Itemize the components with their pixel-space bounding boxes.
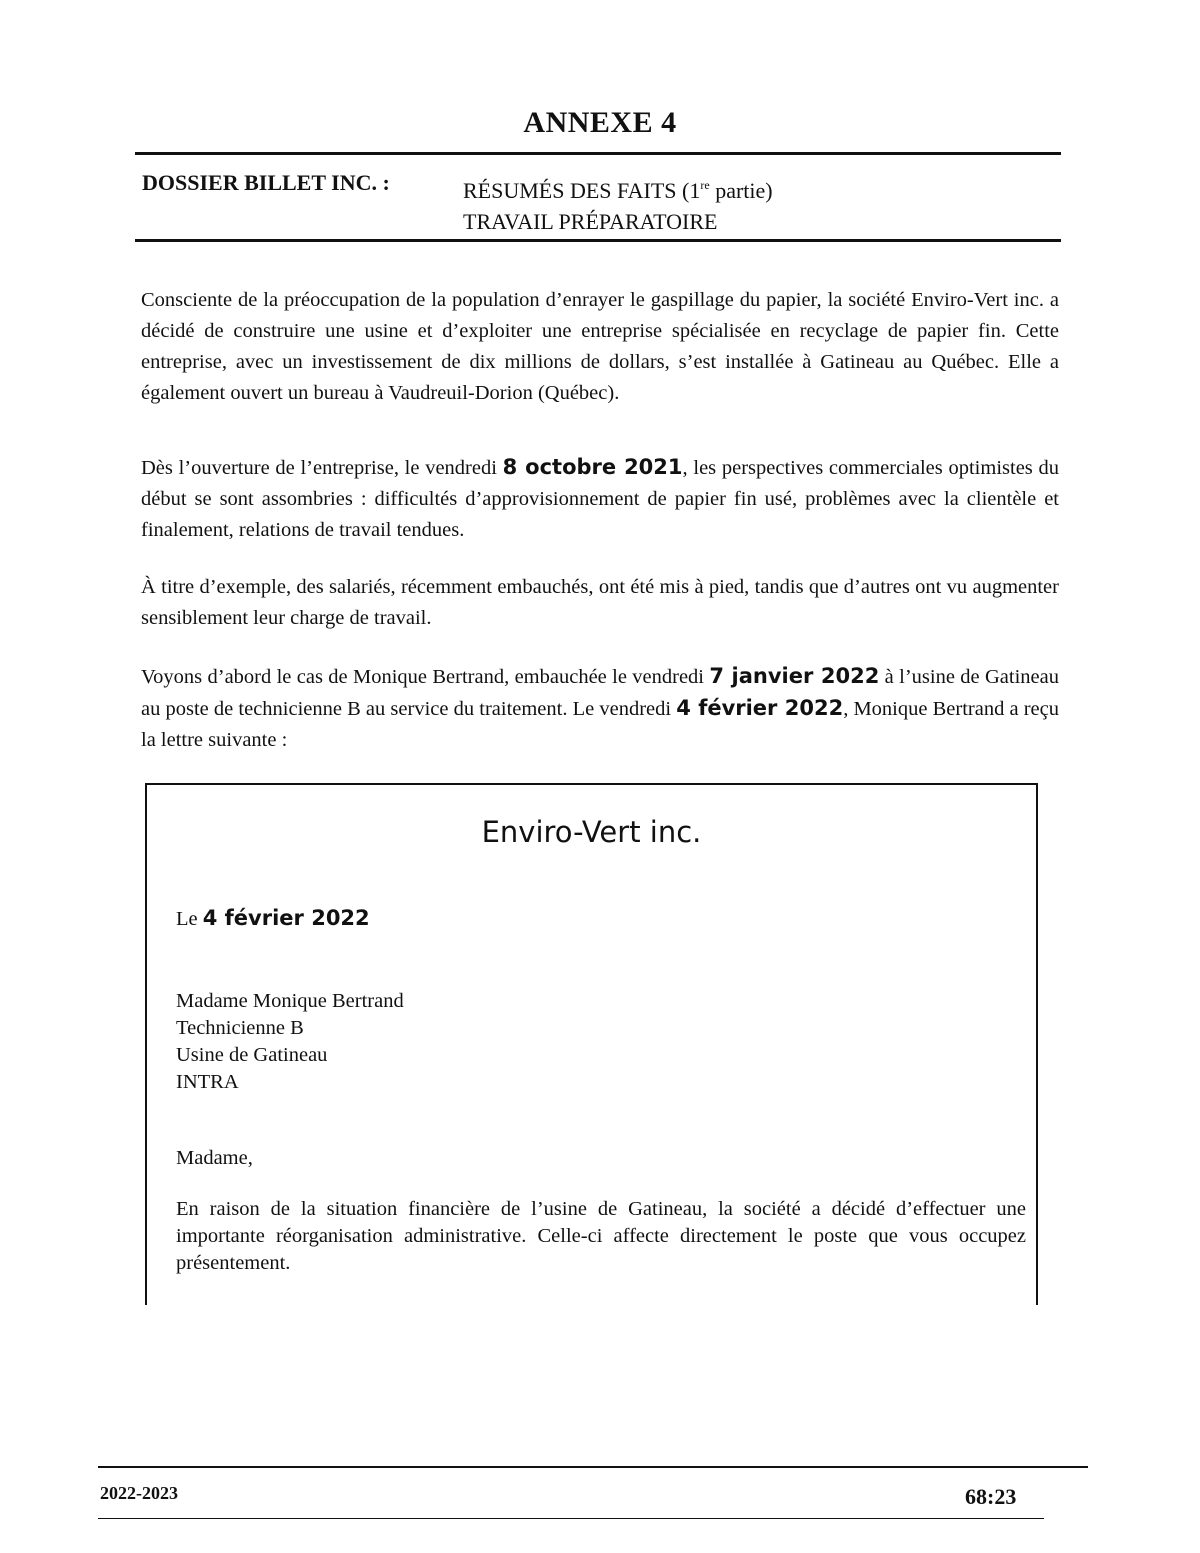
superscript-re: re (700, 178, 710, 192)
dossier-title (463, 170, 773, 237)
paragraph-example: À titre d’exemple, des salariés, récemment embauchés, ont été mis à pied, tandis que d’autres ont vu augmenter sensiblement leur charge de travail. (141, 576, 1059, 629)
letter-recipient-name: Madame Monique Bertrand (176, 990, 404, 1012)
paragraph-opening: Dès l’ouverture de l’entreprise, le vendredi 8 octobre 2021, les perspectives commerciales optimistes du début se sont assombries : difficultés d’approvisionnement de papier fin usé, problèmes avec la clientèle et finalement, relations de travail tendues. (141, 455, 1060, 541)
letter-box (145, 783, 1038, 1305)
header-top-rule (135, 152, 1061, 155)
letter-recipient-mail: INTRA (176, 1071, 239, 1093)
letter-recipient-site: Usine de Gatineau (176, 1044, 328, 1066)
letter-paragraph: En raison de la situation financière de l’usine de Gatineau, la société a décidé d’effectuer une importante réorganisation administrative. Celle-ci affecte directement le poste que vous occupez présentement. (176, 1198, 1026, 1274)
date-opening: 8 octobre 2021 (502, 455, 683, 479)
letter-recipient-title: Technicienne B (176, 1017, 304, 1039)
dossier-title-line2: TRAVAIL PRÉPARATOIRE (463, 209, 718, 234)
paragraph-context: Consciente de la préoccupation de la population d’enrayer le gaspillage du papier, la société Enviro-Vert inc. a décidé de construire une usine et d’exploiter une entreprise spécialisée en recyclage de papier fin. Cette entreprise, avec un investissement de dix millions de dollars, s’est installée à Gatineau au Québec. Elle a également ouvert un bureau à Vaudreuil-Dorion (Québec). (141, 289, 1059, 404)
date-hire: 7 janvier 2022 (709, 664, 880, 688)
letter-company-name: Enviro-Vert inc. (481, 815, 702, 849)
dossier-label: DOSSIER BILLET INC. : (142, 170, 390, 195)
footer-year: 2022-2023 (100, 1483, 178, 1503)
footer-bottom-rule (98, 1518, 1044, 1519)
footer-page-number: 68:23 (965, 1484, 1017, 1509)
annexe-title: ANNEXE 4 (523, 106, 677, 139)
letter-salutation: Madame, (176, 1147, 253, 1169)
paragraph-monique: Voyons d’abord le cas de Monique Bertrand, embauchée le vendredi 7 janvier 2022 à l’usine de Gatineau au poste de technicienne B au service du traitement. Le vendredi 4 février 2022, Monique Bertrand a reçu la lettre suivante : (141, 664, 1059, 751)
date-letter: 4 février 2022 (676, 696, 844, 720)
footer-top-rule (98, 1466, 1088, 1468)
letter-date: Le 4 février 2022 (176, 906, 370, 930)
dossier-title-line1: RÉSUMÉS DES FAITS (1re partie) (463, 178, 773, 203)
header-bottom-rule (135, 239, 1061, 242)
